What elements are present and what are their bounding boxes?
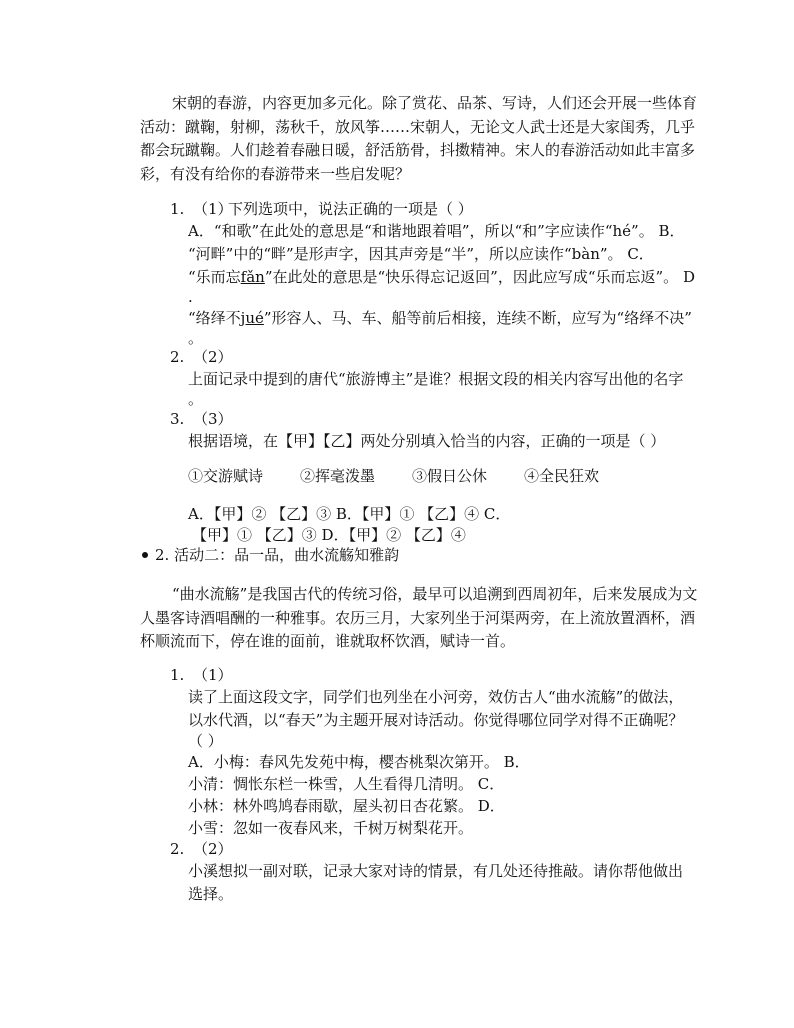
s2q1-number: 1. bbox=[170, 666, 185, 684]
s2q1-stem-line-2: 以水代酒，以“春天”为主题开展对诗活动。你觉得哪位同学对得不正确呢？ bbox=[188, 711, 684, 729]
q2-sub-number: （2） bbox=[193, 348, 233, 366]
q1-option-c-pinyin: fǎn bbox=[240, 268, 265, 286]
section2-bullet bbox=[142, 552, 148, 558]
q1-option-d-pinyin: jué bbox=[240, 309, 264, 327]
q1-option-c-pre: “乐而忘 bbox=[188, 268, 241, 286]
q1-option-dot: . bbox=[188, 288, 193, 306]
q1-stem: 下列选项中，说法正确的一项是（ ） bbox=[228, 200, 473, 218]
s2q1-option-d: 小雪：忽如一夜春风来，千树万树梨花开。 bbox=[188, 819, 474, 837]
q1-option-b: “河畔”中的“畔”是形声字，因其声旁是“半”，所以应读作“bàn”。 C． bbox=[188, 245, 654, 263]
q1-option-c-post: ”在此处的意思是“快乐得忘记返回”，因此应写成“乐而忘返”。 D bbox=[264, 268, 695, 286]
q1-option-c bbox=[188, 266, 695, 288]
s2q2-stem-line-1: 小溪想拟一副对联，记录大家对诗的情景，有几处还待推敲。请你帮他做出 bbox=[188, 862, 684, 880]
s2q1-option-a: A．小梅：春风先发苑中梅，樱杏桃梨次第开。 B． bbox=[188, 753, 530, 771]
section2-title: 2. 活动二：品一品，曲水流觞知雅韵 bbox=[155, 546, 400, 564]
q2-number: 2. bbox=[170, 348, 185, 366]
q3-options-line-1: A．【甲】② 【乙】③ B．【甲】① 【乙】④ C． bbox=[188, 505, 511, 523]
s2q2-stem-line-2: 选择。 bbox=[188, 885, 234, 903]
intro-paragraph: 宋朝的春游，内容更加多元化。除了赏花、品茶、写诗，人们还会开展一些体育活动：蹴鞠，射柳，荡秋千，放风筝……宋朝人，无论文人武士还是大家闺秀，几乎都会玩蹴鞠。人们趁着春融日暖，舒活筋骨，抖擞精神。宋人的春游活动如此丰富多彩，有没有给你的春游带来一些启发呢？ bbox=[140, 94, 698, 183]
s2q1-sub-number: （1） bbox=[193, 666, 233, 684]
q3-stem: 根据语境，在【甲】【乙】两处分别填入恰当的内容，正确的一项是（ ） bbox=[188, 432, 666, 450]
q1-option-a: A．“和歌”在此处的意思是“和谐地跟着唱”，所以“和”字应读作“hé”。 B． bbox=[188, 222, 685, 240]
s2q1-option-b: 小清：惆怅东栏一株雪，人生看得几清明。 C． bbox=[188, 775, 505, 793]
q1-option-d-pre: “络绎不 bbox=[188, 309, 241, 327]
q3-number: 3. bbox=[170, 410, 185, 428]
q3-options-line-2: 【甲】① 【乙】③ D．【甲】② 【乙】④ bbox=[192, 526, 466, 544]
q3-sub-number: （3） bbox=[193, 410, 233, 428]
s2q1-stem-line-1: 读了上面这段文字，同学们也列坐在小河旁，效仿古人“曲水流觞”的做法， bbox=[188, 688, 684, 706]
q1-end-mark: 。 bbox=[188, 329, 204, 347]
q3-item-3: ③假日公休 bbox=[412, 467, 488, 485]
q2-stem: 上面记录中提到的唐代“旅游博主”是谁？根据文段的相关内容写出他的名字 bbox=[188, 370, 684, 388]
s2q1-answer-paren: （ ） bbox=[188, 732, 223, 750]
q1-number: 1. bbox=[170, 200, 185, 218]
section2-paragraph: “曲水流觞”是我国古代的传统习俗，最早可以追溯到西周初年，后来发展成为文人墨客诗酒唱酬的一种雅事。农历三月，大家列坐于河渠两旁，在上流放置酒杯，酒杯顺流而下，停在谁的面前，谁就取杯饮酒，赋诗一首。 bbox=[140, 585, 698, 650]
q3-item-1: ①交游赋诗 bbox=[188, 467, 264, 485]
q1-option-d-post: ”形容人、马、车、船等前后相接，连续不断，应写为“络绎不决” bbox=[263, 309, 692, 327]
s2q2-sub-number: （2） bbox=[193, 840, 233, 858]
q3-item-4: ④全民狂欢 bbox=[524, 467, 600, 485]
q1-sub-number: （1） bbox=[193, 200, 233, 218]
q2-end-mark: 。 bbox=[188, 390, 204, 408]
q1-option-d bbox=[188, 307, 692, 329]
s2q1-option-c: 小林：林外鸣鸠春雨歇，屋头初日杏花繁。 D． bbox=[188, 797, 505, 815]
s2q2-number: 2. bbox=[170, 840, 185, 858]
q3-item-2: ②挥毫泼墨 bbox=[300, 467, 376, 485]
